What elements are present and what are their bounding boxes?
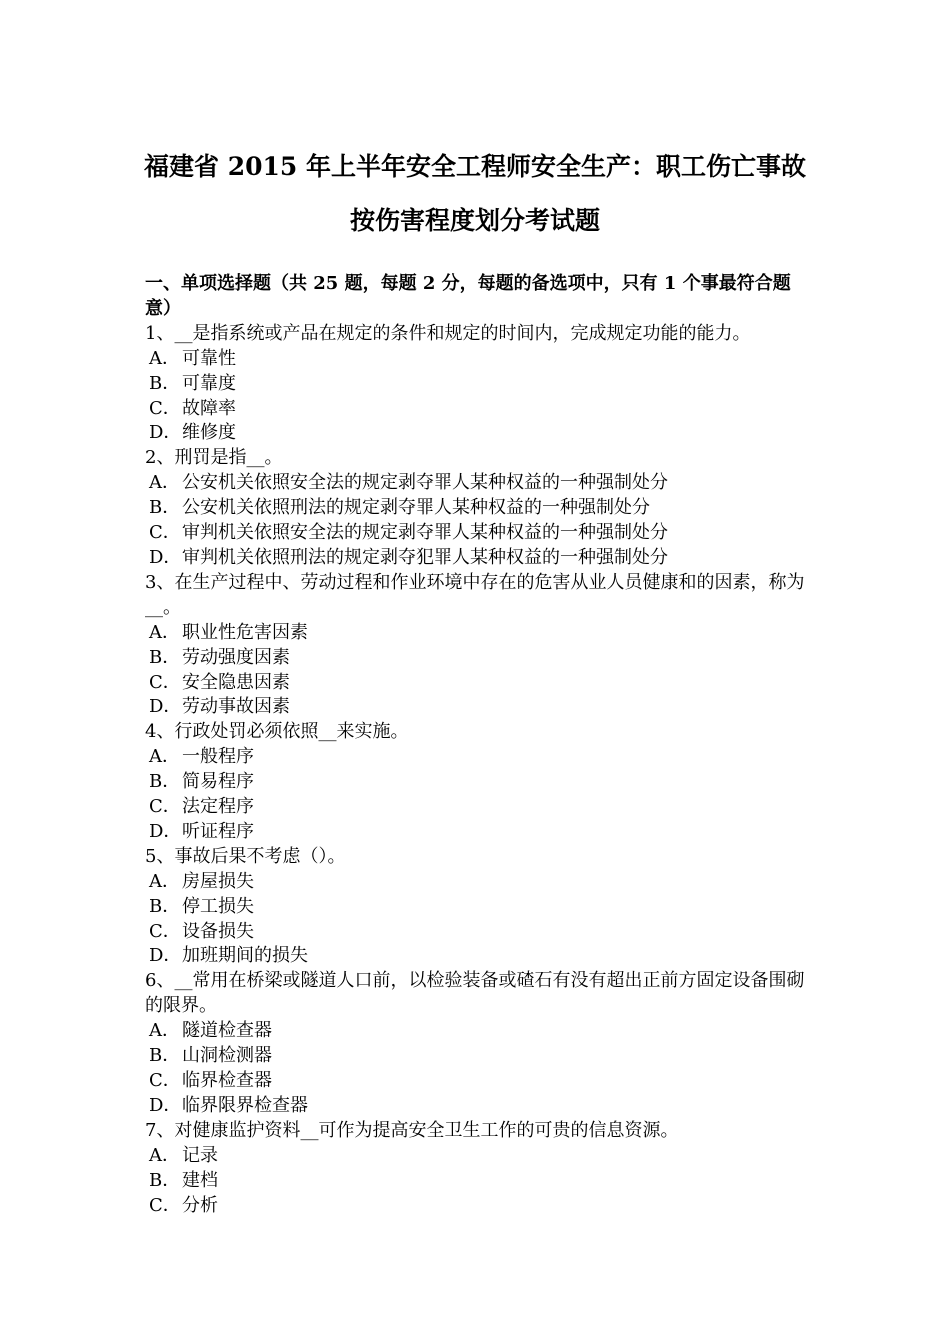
option-text: 临界限界检查器 <box>182 1094 308 1116</box>
option-b <box>145 895 810 920</box>
option-a <box>145 621 810 646</box>
option-c <box>145 795 810 820</box>
document-body <box>145 272 810 1218</box>
title-line-2: 按伤害程度划分考试题 <box>349 206 600 235</box>
option-text: 设备损失 <box>182 920 254 942</box>
option-b <box>145 770 810 795</box>
option-d <box>145 695 810 720</box>
option-text: 法定程序 <box>182 796 254 818</box>
question-3 <box>145 571 810 720</box>
option-text: 停工损失 <box>182 895 254 917</box>
option-text: 审判机关依照安全法的规定剥夺罪人某种权益的一种强制处分 <box>182 522 668 544</box>
option-letter: A． <box>149 347 180 369</box>
option-text: 可靠度 <box>182 372 236 394</box>
option-letter: A． <box>149 472 180 494</box>
option-a <box>145 1019 810 1044</box>
option-letter: B． <box>149 1169 181 1191</box>
option-letter: B． <box>149 1045 181 1067</box>
option-b <box>145 646 810 671</box>
option-letter: A． <box>149 746 180 768</box>
option-text: 可靠性 <box>182 347 236 369</box>
option-text: 记录 <box>182 1144 218 1166</box>
option-letter: B． <box>149 646 181 668</box>
option-text: 公安机关依照安全法的规定剥夺罪人某种权益的一种强制处分 <box>182 472 668 494</box>
option-letter: C． <box>149 397 181 419</box>
document-title <box>130 140 820 248</box>
option-text: 建档 <box>182 1169 218 1191</box>
option-b <box>145 1169 810 1194</box>
option-letter: C． <box>149 920 181 942</box>
option-text: 审判机关依照刑法的规定剥夺犯罪人某种权益的一种强制处分 <box>182 546 668 568</box>
option-letter: C． <box>149 1070 181 1091</box>
option-letter: B． <box>149 771 181 793</box>
option-letter: C． <box>149 796 181 818</box>
option-text: 简易程序 <box>182 771 254 793</box>
option-text: 临界检查器 <box>182 1070 272 1091</box>
option-c <box>145 1194 810 1219</box>
question-2 <box>145 446 810 571</box>
option-text: 房屋损失 <box>182 870 254 892</box>
option-text: 安全隐患因素 <box>182 671 290 693</box>
option-b <box>145 496 810 521</box>
option-text: 听证程序 <box>182 820 254 842</box>
option-letter: A． <box>149 621 180 643</box>
option-d <box>145 1094 810 1119</box>
question-text: 7、对健康监护资料__可作为提高安全卫生工作的可贵的信息资源。 <box>145 1119 679 1141</box>
question-7 <box>145 1119 810 1219</box>
question-4 <box>145 720 810 845</box>
question-5 <box>145 845 810 970</box>
option-a <box>145 471 810 496</box>
section-heading: 一、单项选择题（共 25 题，每题 2 分，每题的备选项中，只有 1 个事最符合题意） <box>145 273 791 319</box>
question-text: 6、__常用在桥梁或隧道人口前，以检验装备或碴石有没有超出正前方固定设备围砌的限界。 <box>145 970 805 1017</box>
option-c <box>145 521 810 546</box>
question-text: 4、行政处罚必须依照__来实施。 <box>145 721 409 743</box>
option-letter: B． <box>149 372 181 394</box>
option-letter: D． <box>149 1094 182 1116</box>
option-letter: D． <box>149 696 182 718</box>
option-a <box>145 745 810 770</box>
option-d <box>145 820 810 845</box>
option-letter: D． <box>149 422 182 444</box>
option-a <box>145 1144 810 1169</box>
option-c <box>145 397 810 422</box>
option-letter: A． <box>149 1144 180 1166</box>
option-letter: D． <box>149 945 182 967</box>
option-letter: C． <box>149 522 181 544</box>
option-text: 维修度 <box>182 422 236 444</box>
option-b <box>145 1044 810 1069</box>
option-a <box>145 870 810 895</box>
option-text: 故障率 <box>182 397 236 419</box>
option-letter: D． <box>149 820 182 842</box>
option-letter: D． <box>149 546 182 568</box>
question-text: 1、__是指系统或产品在规定的条件和规定的时间内，完成规定功能的能力。 <box>145 322 751 344</box>
option-letter: A． <box>149 870 180 892</box>
option-c <box>145 1069 810 1094</box>
option-text: 分析 <box>182 1194 218 1216</box>
question-6 <box>145 969 810 1118</box>
option-text: 加班期间的损失 <box>182 945 308 967</box>
option-text: 劳动事故因素 <box>182 696 290 718</box>
option-c <box>145 671 810 696</box>
option-d <box>145 421 810 446</box>
option-d <box>145 944 810 969</box>
option-letter: C． <box>149 671 181 693</box>
option-text: 劳动强度因素 <box>182 646 290 668</box>
question-text: 3、在生产过程中、劳动过程和作业环境中存在的危害从业人员健康和的因素，称为__。 <box>145 571 805 618</box>
option-letter: A． <box>149 1020 180 1042</box>
option-text: 公安机关依照刑法的规定剥夺罪人某种权益的一种强制处分 <box>182 497 650 519</box>
option-letter: B． <box>149 497 181 519</box>
option-text: 隧道检查器 <box>182 1020 272 1042</box>
option-text: 职业性危害因素 <box>182 621 308 643</box>
question-text: 2、刑罚是指__。 <box>145 447 283 469</box>
option-text: 一般程序 <box>182 746 254 768</box>
option-b <box>145 372 810 397</box>
option-letter: B． <box>149 895 181 917</box>
title-line-1: 福建省 2015 年上半年安全工程师安全生产：职工伤亡事故 <box>144 152 806 181</box>
question-text: 5、事故后果不考虑（）。 <box>145 845 346 867</box>
question-1 <box>145 322 810 447</box>
option-text: 山洞检测器 <box>182 1045 272 1067</box>
option-c <box>145 920 810 945</box>
option-letter: C． <box>149 1194 181 1216</box>
option-d <box>145 546 810 571</box>
option-a <box>145 347 810 372</box>
